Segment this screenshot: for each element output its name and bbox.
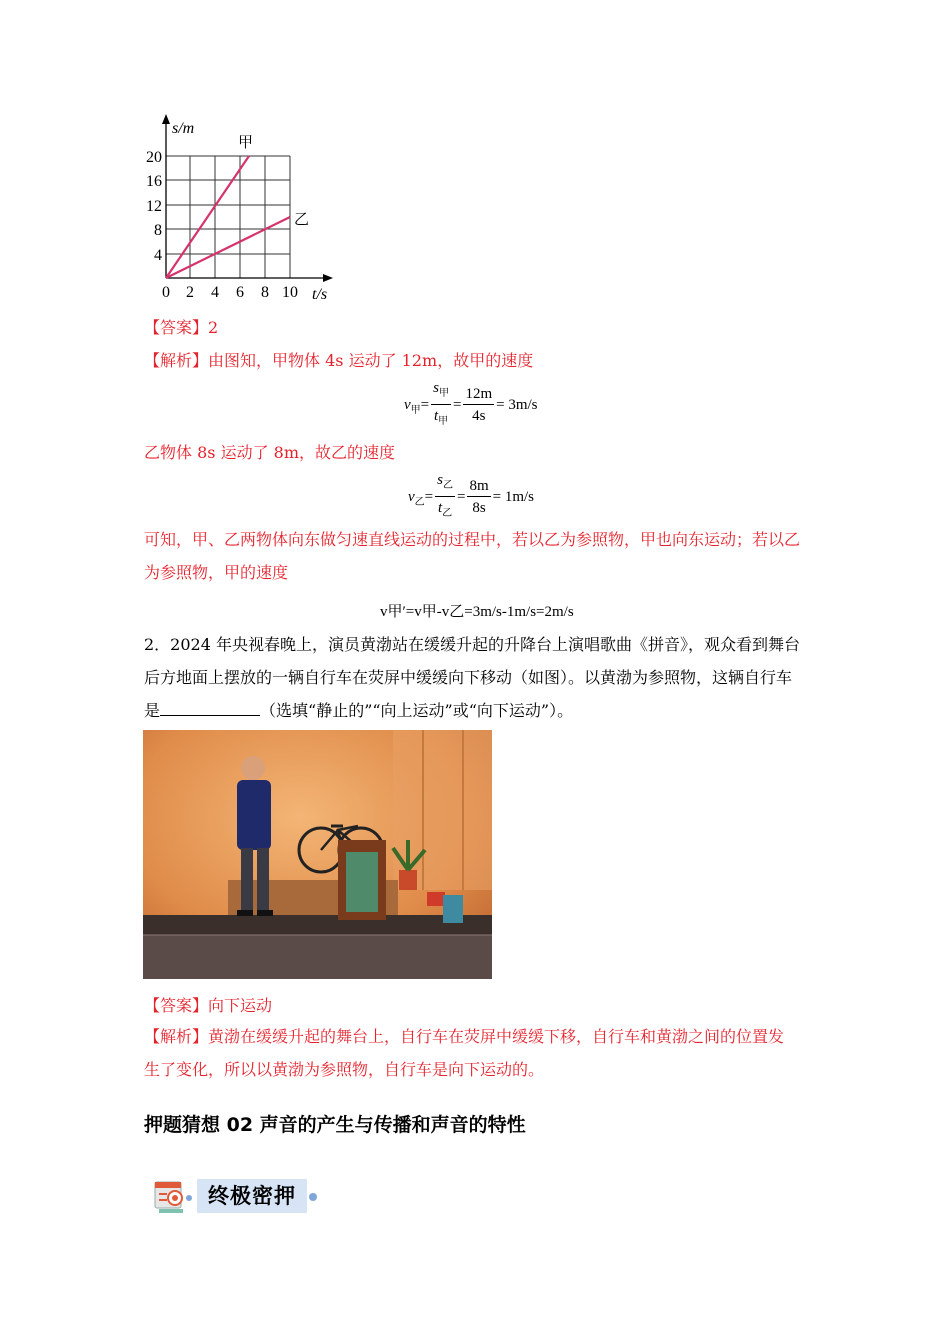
y-tick: 20 [146, 149, 162, 166]
line-yi-label: 乙 [294, 210, 310, 228]
final-prediction-badge [153, 1178, 323, 1216]
answer-value: 向下运动 [208, 996, 273, 1015]
target-icon [153, 1178, 193, 1216]
line-yi [166, 217, 290, 278]
y-axis-arrow [162, 114, 170, 124]
q1-answer [144, 315, 218, 338]
y-tick: 4 [154, 247, 162, 264]
s-t-graph [140, 110, 340, 305]
y-axis-label: s/m [172, 120, 195, 137]
q2-analysis [144, 1020, 800, 1086]
graph-grid [166, 156, 290, 278]
analysis-text: 由图知，甲物体 4s 运动了 12m，故甲的速度 [208, 351, 534, 370]
y-tick: 12 [146, 198, 162, 215]
q1-analysis-3: 可知，甲、乙两物体向东做匀速直线运动的过程中，若以乙为参照物，甲也向东运动；若以乙为参照物，甲的速度 [144, 530, 801, 582]
q2-stem: 2．2024 年央视春晚上，演员黄渤站在缓缓升起的升降台上演唱歌曲《拼音》，观众看到舞台后方地面上摆放的一辆自行车在荧屏中缓缓向下移动（如图）。以黄渤为参照物，这辆自行车是 （选填“静止的”“向上运动”或“向下运动”）。 [144, 635, 800, 720]
answer-tag: 【答案】 [144, 996, 209, 1015]
stage-photo [143, 730, 492, 979]
answer-tag: 【答案】 [144, 318, 209, 337]
line-jia-label: 甲 [238, 133, 254, 151]
answer-value: 2 [208, 318, 219, 337]
x-tick: 0 [162, 284, 170, 301]
y-tick: 8 [154, 222, 162, 239]
badge-dot-icon [309, 1193, 317, 1201]
equation-v-jia: $v_甲=$ $\frac{s_甲}{t_甲}$ = $\frac{12m}{4s}$ = 3m/s [404, 380, 538, 427]
q1-analysis-1 [144, 348, 533, 371]
section-heading: 押题猜想 02 声音的产生与传播和声音的特性 [144, 1114, 526, 1136]
analysis-tag: 【解析】 [144, 351, 209, 370]
answer-blank [160, 701, 260, 716]
analysis-text: 黄渤在缓缓升起的舞台上，自行车在荧屏中缓缓下移，自行车和黄渤之间的位置发生了变化，所以以黄渤为参照物，自行车是向下运动的。 [144, 1027, 785, 1079]
equation-v-yi: $v_乙=$ $\frac{s_乙}{t_乙}$ = $\frac{8m}{8s}$ = 1m/s [408, 472, 535, 519]
x-tick: 4 [211, 284, 219, 301]
y-tick: 16 [146, 173, 162, 190]
x-tick: 10 [282, 284, 298, 301]
x-tick: 8 [261, 284, 269, 301]
line-jia [166, 156, 249, 278]
x-tick: 6 [236, 284, 244, 301]
x-axis-label: t/s [312, 286, 328, 303]
q1-analysis-2: 乙物体 8s 运动了 8m，故乙的速度 [144, 443, 396, 462]
equation-relative-speed: v甲′=v甲-v乙=3m/s-1m/s=2m/s [380, 604, 574, 620]
q2-answer [144, 993, 272, 1016]
analysis-tag: 【解析】 [144, 1027, 209, 1046]
x-tick: 2 [186, 284, 194, 301]
x-axis-arrow [323, 274, 333, 282]
badge-label: 终极密押 [197, 1179, 307, 1213]
